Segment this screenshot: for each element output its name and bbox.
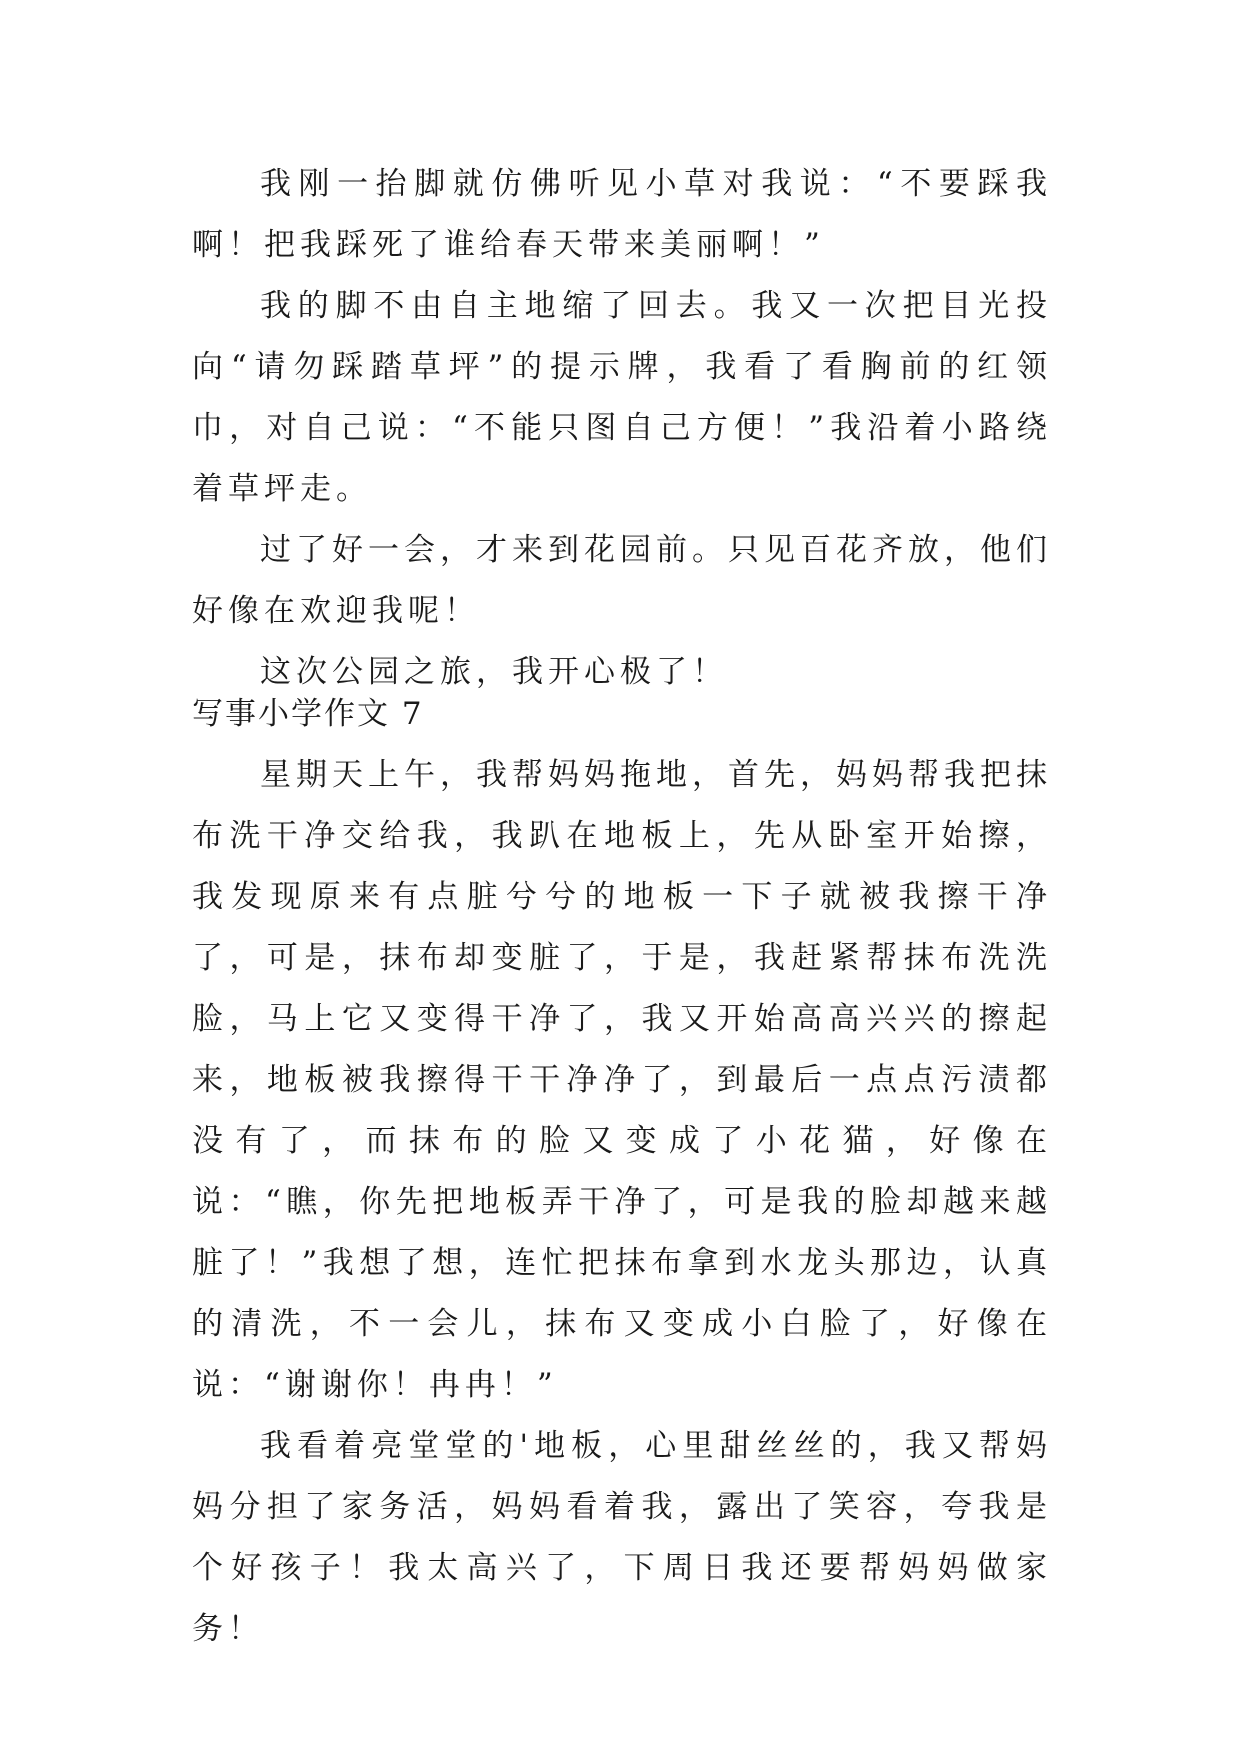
- paragraph-conclusion: 这次公园之旅，我开心极了！: [260, 654, 728, 690]
- paragraph-mopping: 星期天上午，我帮妈妈拖地，首先，妈妈帮我把抹布洗干净交给我，我趴在地板上，先从卧室开始擦，我发现原来有点脏兮兮的地板一下子就被我擦干净了，可是，抹布却变脏了，于是，我赶紧帮抹布洗洗脸，马上它又变得干净了，我又开始高高兴兴的擦起来，地板被我擦得干干净净了，到最后一点点污渍都没有了，而抹布的脸又变成了小花猫，好像在说：“瞧，你先把地板弄干净了，可是我的脸却越来越脏了！”我想了想，连忙把抹布拿到水龙头那边，认真的清洗，不一会儿，抹布又变成小白脸了，好像在说：“谢谢你！冉冉！”: [192, 757, 1052, 1403]
- paragraph-grass-speaks: 我刚一抬脚就仿佛听见小草对我说：“不要踩我啊！把我踩死了谁给春天带来美丽啊！”: [192, 166, 1052, 263]
- paragraph-garden: 过了好一会，才来到花园前。只见百花齐放，他们好像在欢迎我呢！: [192, 532, 1052, 629]
- essay-section-previous: [192, 154, 1052, 703]
- essay-section-7: [192, 684, 1052, 1660]
- essay-heading: 写事小学作文 7: [192, 696, 424, 732]
- paragraph-detour: 我的脚不由自主地缩了回去。我又一次把目光投向“请勿踩踏草坪”的提示牌，我看了看胸前的红领巾，对自己说：“不能只图自己方便！”我沿着小路绕着草坪走。: [192, 288, 1052, 507]
- paragraph-ending: 我看着亮堂堂的'地板，心里甜丝丝的，我又帮妈妈分担了家务活，妈妈看着我，露出了笑容，夸我是个好孩子！我太高兴了，下周日我还要帮妈妈做家务！: [192, 1428, 1052, 1647]
